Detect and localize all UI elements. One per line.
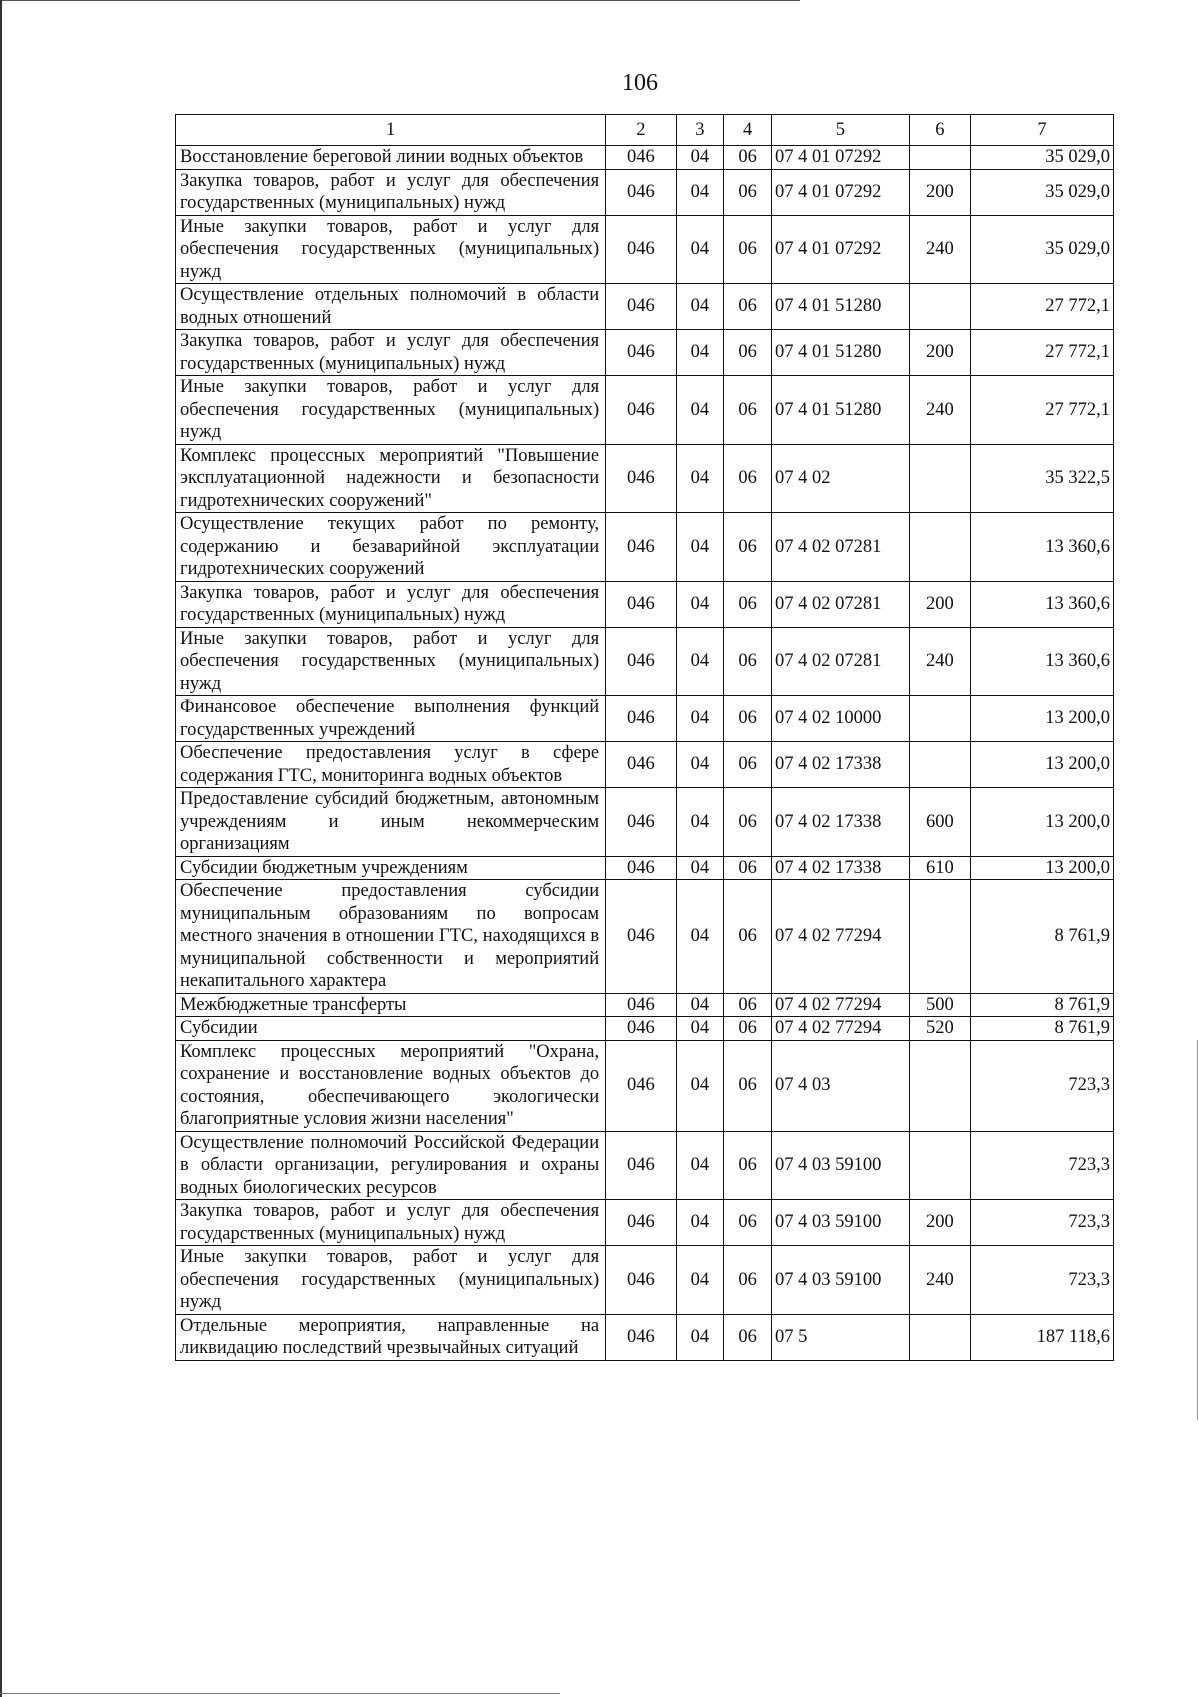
row-target-article-cell: 07 4 03 59100	[771, 1131, 909, 1200]
row-subsection-code-cell: 06	[724, 1314, 772, 1360]
row-target-article-cell: 07 4 02 17338	[771, 742, 909, 788]
table-row	[176, 1246, 1114, 1315]
scan-edge-top	[0, 0, 800, 1]
row-section-code-cell: 046	[606, 146, 676, 170]
table-row	[176, 696, 1114, 742]
row-subsection-code-cell: 06	[724, 169, 772, 215]
row-subsection-cell: 04	[676, 1017, 724, 1041]
row-subsection-code-cell: 06	[724, 1200, 772, 1246]
row-subsection-cell: 04	[676, 788, 724, 857]
row-subsection-code-cell: 06	[724, 1131, 772, 1200]
header-cell-3: 3	[676, 115, 724, 146]
row-subsection-cell: 04	[676, 1314, 724, 1360]
row-subsection-code-cell: 06	[724, 993, 772, 1017]
row-name-cell: Закупка товаров, работ и услуг для обеспечения государственных (муниципальных) нужд	[176, 169, 606, 215]
row-subsection-cell: 04	[676, 146, 724, 170]
row-expense-type-cell: 240	[909, 376, 970, 445]
row-subsection-code-cell: 06	[724, 581, 772, 627]
table-row	[176, 146, 1114, 170]
header-cell-4: 4	[724, 115, 772, 146]
row-subsection-cell: 04	[676, 215, 724, 284]
row-target-article-cell: 07 4 02 10000	[771, 696, 909, 742]
table-header-row	[176, 115, 1114, 146]
row-section-code-cell: 046	[606, 444, 676, 513]
row-target-article-cell: 07 4 02 77294	[771, 1017, 909, 1041]
header-cell-1: 1	[176, 115, 606, 146]
row-subsection-cell: 04	[676, 993, 724, 1017]
row-target-article-cell: 07 4 01 07292	[771, 169, 909, 215]
row-expense-type-cell: 240	[909, 215, 970, 284]
row-subsection-cell: 04	[676, 856, 724, 880]
row-section-code-cell: 046	[606, 993, 676, 1017]
row-subsection-code-cell: 06	[724, 880, 772, 994]
row-target-article-cell: 07 4 02	[771, 444, 909, 513]
row-subsection-cell: 04	[676, 330, 724, 376]
row-subsection-cell: 04	[676, 627, 724, 696]
row-subsection-cell: 04	[676, 376, 724, 445]
table-body	[176, 146, 1114, 1361]
row-name-cell: Субсидии	[176, 1017, 606, 1041]
row-amount-cell: 187 118,6	[970, 1314, 1113, 1360]
row-name-cell: Осуществление полномочий Российской Федерации в области организации, регулирования и охраны водных биологических ресурсов	[176, 1131, 606, 1200]
table-row	[176, 742, 1114, 788]
row-target-article-cell: 07 4 02 07281	[771, 513, 909, 582]
row-name-cell: Обеспечение предоставления услуг в сфере содержания ГТС, мониторинга водных объектов	[176, 742, 606, 788]
row-amount-cell: 8 761,9	[970, 1017, 1113, 1041]
row-expense-type-cell	[909, 284, 970, 330]
row-section-code-cell: 046	[606, 1200, 676, 1246]
row-subsection-cell: 04	[676, 581, 724, 627]
row-expense-type-cell: 240	[909, 1246, 970, 1315]
row-amount-cell: 35 322,5	[970, 444, 1113, 513]
row-expense-type-cell: 200	[909, 169, 970, 215]
row-expense-type-cell: 610	[909, 856, 970, 880]
row-subsection-code-cell: 06	[724, 284, 772, 330]
table-row	[176, 444, 1114, 513]
row-amount-cell: 13 200,0	[970, 742, 1113, 788]
row-subsection-code-cell: 06	[724, 513, 772, 582]
row-name-cell: Осуществление отдельных полномочий в области водных отношений	[176, 284, 606, 330]
row-subsection-cell: 04	[676, 880, 724, 994]
header-cell-5: 5	[771, 115, 909, 146]
row-target-article-cell: 07 4 02 07281	[771, 581, 909, 627]
row-target-article-cell: 07 4 02 07281	[771, 627, 909, 696]
row-target-article-cell: 07 5	[771, 1314, 909, 1360]
row-section-code-cell: 046	[606, 742, 676, 788]
row-amount-cell: 13 360,6	[970, 627, 1113, 696]
row-expense-type-cell	[909, 1314, 970, 1360]
row-subsection-code-cell: 06	[724, 1017, 772, 1041]
row-amount-cell: 723,3	[970, 1200, 1113, 1246]
row-expense-type-cell: 200	[909, 330, 970, 376]
table-row	[176, 581, 1114, 627]
row-name-cell: Предоставление субсидий бюджетным, автономным учреждениям и иным некоммерческим организациям	[176, 788, 606, 857]
row-subsection-code-cell: 06	[724, 856, 772, 880]
row-section-code-cell: 046	[606, 284, 676, 330]
row-target-article-cell: 07 4 03 59100	[771, 1200, 909, 1246]
row-target-article-cell: 07 4 02 77294	[771, 880, 909, 994]
table-row	[176, 376, 1114, 445]
row-subsection-code-cell: 06	[724, 444, 772, 513]
scan-edge-bottom	[0, 1693, 560, 1694]
row-subsection-code-cell: 06	[724, 1246, 772, 1315]
row-amount-cell: 27 772,1	[970, 284, 1113, 330]
row-section-code-cell: 046	[606, 1314, 676, 1360]
page-number: 106	[622, 70, 658, 96]
row-name-cell: Комплекс процессных мероприятий "Охрана, сохранение и восстановление водных объектов до состояния, обеспечивающего экологически благоприятные условия жизни населения"	[176, 1040, 606, 1131]
table-row	[176, 284, 1114, 330]
row-target-article-cell: 07 4 01 51280	[771, 284, 909, 330]
row-name-cell: Обеспечение предоставления субсидии муниципальным образованиям по вопросам местного значения в отношении ГТС, находящихся в муниципальной собственности и мероприятий некапитального характера	[176, 880, 606, 994]
row-subsection-cell: 04	[676, 1200, 724, 1246]
row-name-cell: Закупка товаров, работ и услуг для обеспечения государственных (муниципальных) нужд	[176, 330, 606, 376]
row-expense-type-cell	[909, 696, 970, 742]
row-subsection-cell: 04	[676, 444, 724, 513]
table-row	[176, 1017, 1114, 1041]
budget-table	[175, 114, 1114, 1361]
row-subsection-code-cell: 06	[724, 376, 772, 445]
row-amount-cell: 35 029,0	[970, 215, 1113, 284]
row-expense-type-cell: 500	[909, 993, 970, 1017]
row-subsection-code-cell: 06	[724, 742, 772, 788]
row-subsection-code-cell: 06	[724, 330, 772, 376]
row-expense-type-cell	[909, 513, 970, 582]
row-amount-cell: 723,3	[970, 1040, 1113, 1131]
row-name-cell: Финансовое обеспечение выполнения функций государственных учреждений	[176, 696, 606, 742]
row-subsection-code-cell: 06	[724, 1040, 772, 1131]
row-section-code-cell: 046	[606, 627, 676, 696]
row-amount-cell: 8 761,9	[970, 880, 1113, 994]
row-section-code-cell: 046	[606, 376, 676, 445]
row-section-code-cell: 046	[606, 1131, 676, 1200]
table-row	[176, 1200, 1114, 1246]
header-cell-6: 6	[909, 115, 970, 146]
row-name-cell: Отдельные мероприятия, направленные на ликвидацию последствий чрезвычайных ситуаций	[176, 1314, 606, 1360]
row-subsection-code-cell: 06	[724, 215, 772, 284]
row-section-code-cell: 046	[606, 330, 676, 376]
scan-edge-right	[1197, 1040, 1198, 1420]
table-row	[176, 993, 1114, 1017]
row-name-cell: Осуществление текущих работ по ремонту, содержанию и безаварийной эксплуатации гидротехнических сооружений	[176, 513, 606, 582]
row-target-article-cell: 07 4 03 59100	[771, 1246, 909, 1315]
scan-edge-left	[0, 0, 2, 1697]
row-section-code-cell: 046	[606, 880, 676, 994]
table-row	[176, 513, 1114, 582]
row-subsection-cell: 04	[676, 696, 724, 742]
row-name-cell: Восстановление береговой линии водных объектов	[176, 146, 606, 170]
row-subsection-cell: 04	[676, 284, 724, 330]
row-amount-cell: 13 360,6	[970, 513, 1113, 582]
row-section-code-cell: 046	[606, 696, 676, 742]
row-subsection-code-cell: 06	[724, 627, 772, 696]
row-name-cell: Закупка товаров, работ и услуг для обеспечения государственных (муниципальных) нужд	[176, 581, 606, 627]
row-subsection-code-cell: 06	[724, 146, 772, 170]
table-row	[176, 627, 1114, 696]
row-amount-cell: 27 772,1	[970, 376, 1113, 445]
row-target-article-cell: 07 4 01 51280	[771, 330, 909, 376]
row-name-cell: Субсидии бюджетным учреждениям	[176, 856, 606, 880]
table-row	[176, 1131, 1114, 1200]
row-expense-type-cell: 600	[909, 788, 970, 857]
row-amount-cell: 35 029,0	[970, 169, 1113, 215]
row-expense-type-cell	[909, 1040, 970, 1131]
row-amount-cell: 723,3	[970, 1246, 1113, 1315]
row-name-cell: Иные закупки товаров, работ и услуг для обеспечения государственных (муниципальных) нужд	[176, 215, 606, 284]
row-section-code-cell: 046	[606, 215, 676, 284]
row-amount-cell: 27 772,1	[970, 330, 1113, 376]
row-target-article-cell: 07 4 02 17338	[771, 788, 909, 857]
row-amount-cell: 13 200,0	[970, 788, 1113, 857]
table-row	[176, 1314, 1114, 1360]
table-row	[176, 169, 1114, 215]
row-section-code-cell: 046	[606, 1017, 676, 1041]
row-expense-type-cell	[909, 880, 970, 994]
row-amount-cell: 13 200,0	[970, 696, 1113, 742]
table-row	[176, 788, 1114, 857]
row-name-cell: Межбюджетные трансферты	[176, 993, 606, 1017]
row-subsection-code-cell: 06	[724, 696, 772, 742]
row-section-code-cell: 046	[606, 1246, 676, 1315]
row-expense-type-cell	[909, 1131, 970, 1200]
header-cell-7: 7	[970, 115, 1113, 146]
row-name-cell: Иные закупки товаров, работ и услуг для обеспечения государственных (муниципальных) нужд	[176, 376, 606, 445]
row-subsection-cell: 04	[676, 1131, 724, 1200]
row-expense-type-cell	[909, 742, 970, 788]
table-row	[176, 856, 1114, 880]
table-row	[176, 330, 1114, 376]
row-name-cell: Закупка товаров, работ и услуг для обеспечения государственных (муниципальных) нужд	[176, 1200, 606, 1246]
row-target-article-cell: 07 4 03	[771, 1040, 909, 1131]
row-section-code-cell: 046	[606, 513, 676, 582]
row-expense-type-cell	[909, 146, 970, 170]
row-target-article-cell: 07 4 01 07292	[771, 146, 909, 170]
row-subsection-cell: 04	[676, 742, 724, 788]
row-subsection-cell: 04	[676, 513, 724, 582]
row-name-cell: Иные закупки товаров, работ и услуг для обеспечения государственных (муниципальных) нужд	[176, 1246, 606, 1315]
row-target-article-cell: 07 4 02 77294	[771, 993, 909, 1017]
row-expense-type-cell	[909, 444, 970, 513]
header-cell-2: 2	[606, 115, 676, 146]
row-section-code-cell: 046	[606, 581, 676, 627]
row-subsection-code-cell: 06	[724, 788, 772, 857]
row-amount-cell: 13 360,6	[970, 581, 1113, 627]
row-expense-type-cell: 200	[909, 581, 970, 627]
row-subsection-cell: 04	[676, 169, 724, 215]
row-subsection-cell: 04	[676, 1246, 724, 1315]
row-expense-type-cell: 200	[909, 1200, 970, 1246]
row-name-cell: Комплекс процессных мероприятий "Повышение эксплуатационной надежности и безопасности гидротехнических сооружений"	[176, 444, 606, 513]
row-name-cell: Иные закупки товаров, работ и услуг для обеспечения государственных (муниципальных) нужд	[176, 627, 606, 696]
row-section-code-cell: 046	[606, 1040, 676, 1131]
row-amount-cell: 8 761,9	[970, 993, 1113, 1017]
row-amount-cell: 13 200,0	[970, 856, 1113, 880]
row-amount-cell: 35 029,0	[970, 146, 1113, 170]
row-expense-type-cell: 520	[909, 1017, 970, 1041]
table-row	[176, 1040, 1114, 1131]
row-target-article-cell: 07 4 01 51280	[771, 376, 909, 445]
table-row	[176, 880, 1114, 994]
row-section-code-cell: 046	[606, 856, 676, 880]
row-expense-type-cell: 240	[909, 627, 970, 696]
row-section-code-cell: 046	[606, 169, 676, 215]
row-amount-cell: 723,3	[970, 1131, 1113, 1200]
row-subsection-cell: 04	[676, 1040, 724, 1131]
row-target-article-cell: 07 4 01 07292	[771, 215, 909, 284]
row-section-code-cell: 046	[606, 788, 676, 857]
row-target-article-cell: 07 4 02 17338	[771, 856, 909, 880]
table-row	[176, 215, 1114, 284]
